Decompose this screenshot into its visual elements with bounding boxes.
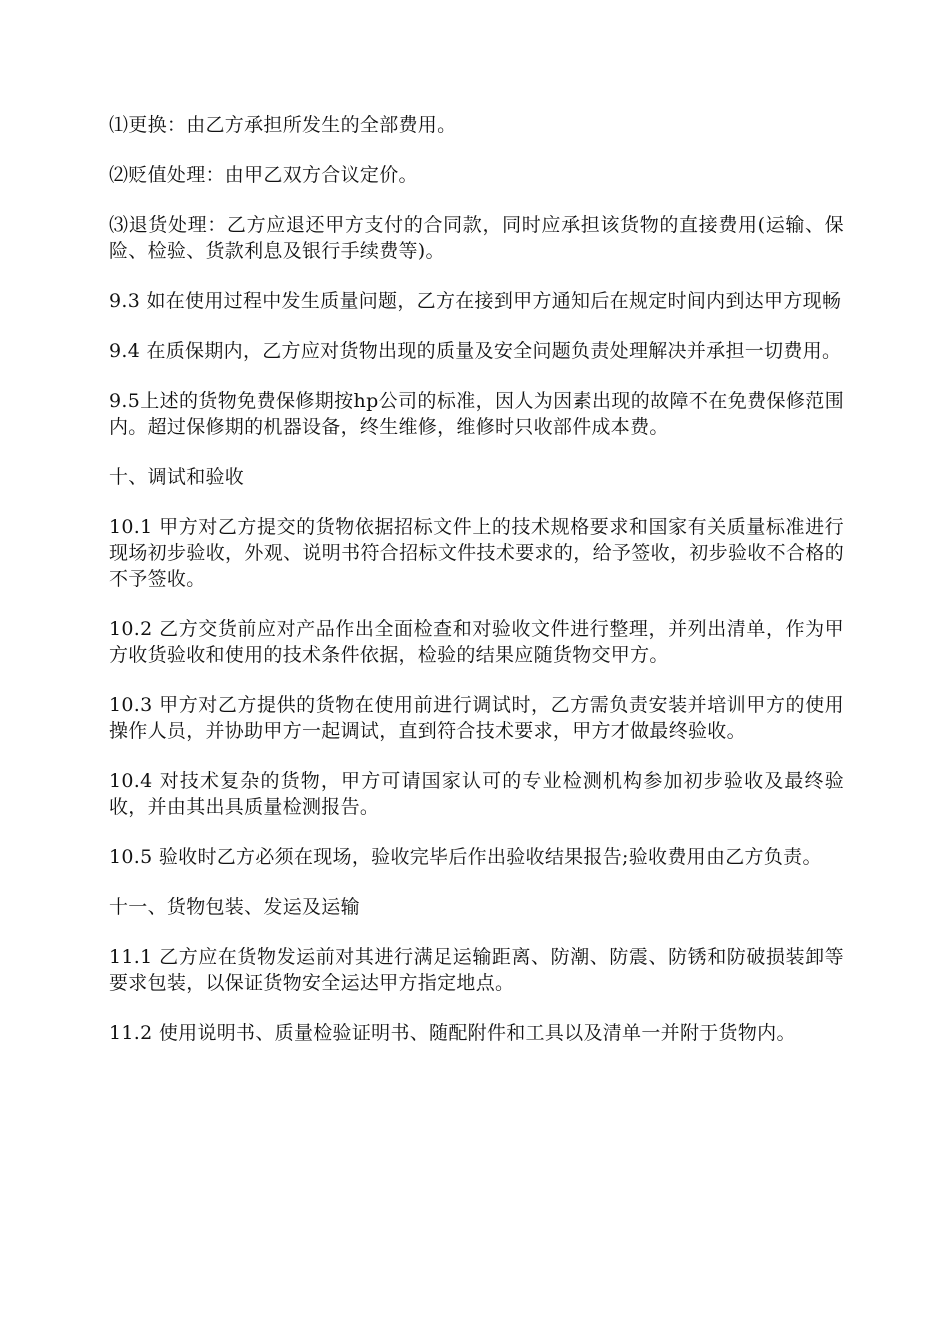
clause-9-3: 9.3 如在使用过程中发生质量问题，乙方在接到甲方通知后在规定时间内到达甲方现畅 (109, 290, 842, 312)
clause-11-1: 11.1 乙方应在货物发运前对其进行满足运输距离、防潮、防震、防锈和防破损装卸等要求包装，以保证货物安全运达甲方指定地点。 (109, 946, 844, 994)
clause-depreciation: ⑵贬值处理：由甲乙双方合议定价。 (109, 164, 418, 186)
section-heading-10: 十、调试和验收 (109, 466, 245, 488)
clause-10-3: 10.3 甲方对乙方提供的货物在使用前进行调试时，乙方需负责安装并培训甲方的使用操作人员，并协助甲方一起调试，直到符合技术要求，甲方才做最终验收。 (109, 694, 844, 742)
clause-11-2: 11.2 使用说明书、质量检验证明书、随配附件和工具以及清单一并附于货物内。 (109, 1022, 796, 1044)
clause-10-1: 10.1 甲方对乙方提交的货物依据招标文件上的技术规格要求和国家有关质量标准进行现场初步验收，外观、说明书符合招标文件技术要求的，给予签收，初步验收不合格的不予签收。 (109, 516, 844, 590)
clause-replacement: ⑴更换：由乙方承担所发生的全部费用。 (109, 114, 457, 136)
document-page (109, 112, 844, 1070)
clause-return: ⑶退货处理：乙方应退还甲方支付的合同款，同时应承担该货物的直接费用(运输、保险、检验、货款利息及银行手续费等)。 (109, 214, 844, 262)
clause-10-4: 10.4 对技术复杂的货物，甲方可请国家认可的专业检测机构参加初步验收及最终验收，并由其出具质量检测报告。 (109, 770, 844, 818)
clause-10-2: 10.2 乙方交货前应对产品作出全面检查和对验收文件进行整理，并列出清单，作为甲方收货验收和使用的技术条件依据，检验的结果应随货物交甲方。 (109, 618, 844, 666)
clause-9-4: 9.4 在质保期内，乙方应对货物出现的质量及安全问题负责处理解决并承担一切费用。 (109, 340, 842, 362)
clause-9-5: 9.5上述的货物免费保修期按hp公司的标准，因人为因素出现的故障不在免费保修范围内。超过保修期的机器设备，终生维修，维修时只收部件成本费。 (109, 390, 844, 438)
clause-10-5: 10.5 验收时乙方必须在现场，验收完毕后作出验收结果报告;验收费用由乙方负责。 (109, 846, 822, 868)
section-heading-11: 十一、货物包装、发运及运输 (109, 896, 360, 918)
